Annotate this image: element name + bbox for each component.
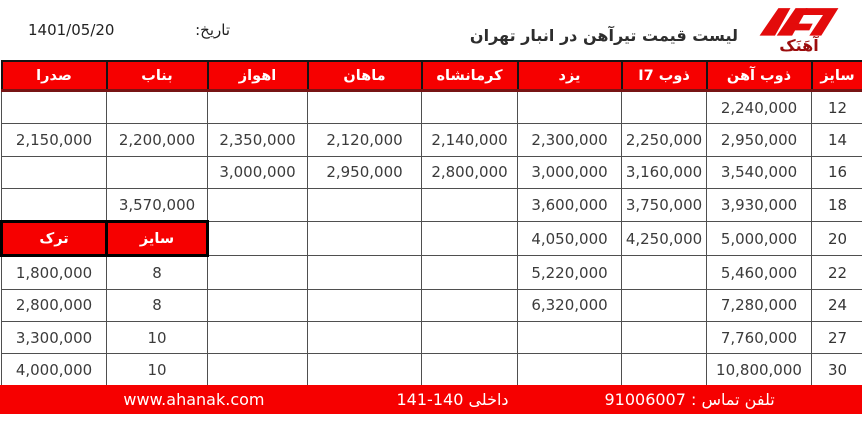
price-cell-zob_ahan: 3,930,000 bbox=[707, 188, 812, 221]
column-header-bonab: بناب bbox=[107, 61, 208, 91]
price-cell-bonab: 10 bbox=[107, 354, 208, 386]
sub-table-header-cell: سایز bbox=[107, 222, 208, 256]
ahanak-logo-wordmark: آهَنَک bbox=[779, 36, 819, 55]
price-cell-kermanshah: 2,800,000 bbox=[422, 156, 518, 188]
price-cell-sadra: 4,000,000 bbox=[2, 354, 107, 386]
price-cell-zob_ahan: 7,760,000 bbox=[707, 322, 812, 354]
price-cell-zob_ahan: 10,800,000 bbox=[707, 354, 812, 386]
price-cell-ahvaz bbox=[208, 91, 308, 124]
price-cell-yazd: 5,220,000 bbox=[518, 256, 622, 289]
price-cell-mahan bbox=[308, 222, 422, 256]
price-cell-zob_i7 bbox=[622, 91, 707, 124]
price-cell-zob_i7: 4,250,000 bbox=[622, 222, 707, 256]
price-cell-kermanshah bbox=[422, 91, 518, 124]
price-cell-mahan: 2,950,000 bbox=[308, 156, 422, 188]
ahanak-logo bbox=[744, 3, 854, 55]
size-cell: 24 bbox=[812, 289, 862, 321]
price-cell-mahan bbox=[308, 354, 422, 386]
price-cell-ahvaz bbox=[208, 354, 308, 386]
price-cell-sadra bbox=[2, 188, 107, 221]
column-header-yazd: یزد bbox=[518, 61, 622, 91]
size-cell: 30 bbox=[812, 354, 862, 386]
table-row-size-20 bbox=[2, 222, 862, 256]
ahanak-logo-icon bbox=[744, 3, 854, 39]
price-cell-zob_i7 bbox=[622, 354, 707, 386]
size-cell: 16 bbox=[812, 156, 862, 188]
price-cell-yazd bbox=[518, 91, 622, 124]
price-cell-ahvaz bbox=[208, 322, 308, 354]
table-row-size-22 bbox=[2, 256, 862, 289]
price-cell-yazd: 4,050,000 bbox=[518, 222, 622, 256]
table-row-size-18 bbox=[2, 188, 862, 221]
price-cell-kermanshah bbox=[422, 256, 518, 289]
price-cell-bonab bbox=[107, 91, 208, 124]
price-table bbox=[0, 60, 862, 387]
sub-table-header-cell: ترک bbox=[2, 222, 107, 256]
price-cell-yazd: 6,320,000 bbox=[518, 289, 622, 321]
size-cell: 12 bbox=[812, 91, 862, 124]
column-header-zob_ahan: ذوب آهن bbox=[707, 61, 812, 91]
table-row-size-12 bbox=[2, 91, 862, 124]
price-cell-bonab bbox=[107, 156, 208, 188]
price-cell-zob_i7 bbox=[622, 289, 707, 321]
price-cell-kermanshah bbox=[422, 289, 518, 321]
price-cell-yazd: 2,300,000 bbox=[518, 124, 622, 156]
price-cell-kermanshah bbox=[422, 188, 518, 221]
price-cell-yazd bbox=[518, 354, 622, 386]
price-cell-bonab: 10 bbox=[107, 322, 208, 354]
size-cell: 20 bbox=[812, 222, 862, 256]
price-cell-bonab: 3,570,000 bbox=[107, 188, 208, 221]
price-cell-kermanshah: 2,140,000 bbox=[422, 124, 518, 156]
price-cell-zob_i7: 3,750,000 bbox=[622, 188, 707, 221]
price-cell-mahan: 2,120,000 bbox=[308, 124, 422, 156]
price-cell-yazd bbox=[518, 322, 622, 354]
size-cell: 22 bbox=[812, 256, 862, 289]
size-cell: 18 bbox=[812, 188, 862, 221]
date-value: 1401/05/20 bbox=[28, 21, 115, 39]
price-cell-mahan bbox=[308, 289, 422, 321]
price-cell-ahvaz: 2,350,000 bbox=[208, 124, 308, 156]
price-cell-kermanshah bbox=[422, 222, 518, 256]
footer-website-link[interactable]: www.ahanak.com bbox=[123, 390, 265, 409]
footer-bar bbox=[0, 385, 862, 414]
page-title: لیست قیمت تیرآهن در انبار تهران bbox=[469, 26, 738, 45]
price-cell-zob_i7 bbox=[622, 322, 707, 354]
price-cell-mahan bbox=[308, 322, 422, 354]
table-row-size-30 bbox=[2, 354, 862, 386]
price-cell-sadra bbox=[2, 91, 107, 124]
price-cell-yazd: 3,000,000 bbox=[518, 156, 622, 188]
price-cell-zob_i7: 2,250,000 bbox=[622, 124, 707, 156]
price-cell-sadra: 3,300,000 bbox=[2, 322, 107, 354]
price-cell-ahvaz bbox=[208, 256, 308, 289]
price-cell-sadra: 1,800,000 bbox=[2, 256, 107, 289]
table-row-size-14 bbox=[2, 124, 862, 156]
price-cell-bonab: 8 bbox=[107, 289, 208, 321]
size-cell: 14 bbox=[812, 124, 862, 156]
price-cell-zob_ahan: 7,280,000 bbox=[707, 289, 812, 321]
size-cell: 27 bbox=[812, 322, 862, 354]
price-cell-zob_i7 bbox=[622, 256, 707, 289]
footer-phone: تلفن تماس : 91006007 bbox=[604, 390, 775, 409]
price-cell-ahvaz bbox=[208, 222, 308, 256]
column-header-ahvaz: اهواز bbox=[208, 61, 308, 91]
date-block bbox=[28, 21, 230, 39]
table-header-row bbox=[2, 61, 862, 91]
price-cell-zob_ahan: 3,540,000 bbox=[707, 156, 812, 188]
price-cell-sadra: 2,800,000 bbox=[2, 289, 107, 321]
price-cell-zob_ahan: 2,240,000 bbox=[707, 91, 812, 124]
price-cell-mahan bbox=[308, 91, 422, 124]
price-cell-zob_ahan: 5,000,000 bbox=[707, 222, 812, 256]
table-row-size-24 bbox=[2, 289, 862, 321]
price-cell-mahan bbox=[308, 188, 422, 221]
top-bar bbox=[0, 0, 862, 60]
price-cell-ahvaz: 3,000,000 bbox=[208, 156, 308, 188]
date-label: تاریخ: bbox=[195, 21, 230, 39]
column-header-sadra: صدرا bbox=[2, 61, 107, 91]
footer-internal-extension: داخلی 140-141 bbox=[396, 390, 509, 409]
column-header-size: سایز bbox=[812, 61, 862, 91]
price-cell-ahvaz bbox=[208, 289, 308, 321]
price-cell-ahvaz bbox=[208, 188, 308, 221]
price-cell-bonab: 8 bbox=[107, 256, 208, 289]
price-cell-yazd: 3,600,000 bbox=[518, 188, 622, 221]
price-cell-zob_i7: 3,160,000 bbox=[622, 156, 707, 188]
price-cell-sadra bbox=[2, 156, 107, 188]
price-cell-kermanshah bbox=[422, 322, 518, 354]
price-cell-kermanshah bbox=[422, 354, 518, 386]
price-cell-mahan bbox=[308, 256, 422, 289]
price-cell-zob_ahan: 2,950,000 bbox=[707, 124, 812, 156]
price-cell-zob_ahan: 5,460,000 bbox=[707, 256, 812, 289]
column-header-zob_i7: ذوب I7 bbox=[622, 61, 707, 91]
price-cell-bonab: 2,200,000 bbox=[107, 124, 208, 156]
table-row-size-27 bbox=[2, 322, 862, 354]
table-row-size-16 bbox=[2, 156, 862, 188]
column-header-kermanshah: کرمانشاه bbox=[422, 61, 518, 91]
price-cell-sadra: 2,150,000 bbox=[2, 124, 107, 156]
column-header-mahan: ماهان bbox=[308, 61, 422, 91]
